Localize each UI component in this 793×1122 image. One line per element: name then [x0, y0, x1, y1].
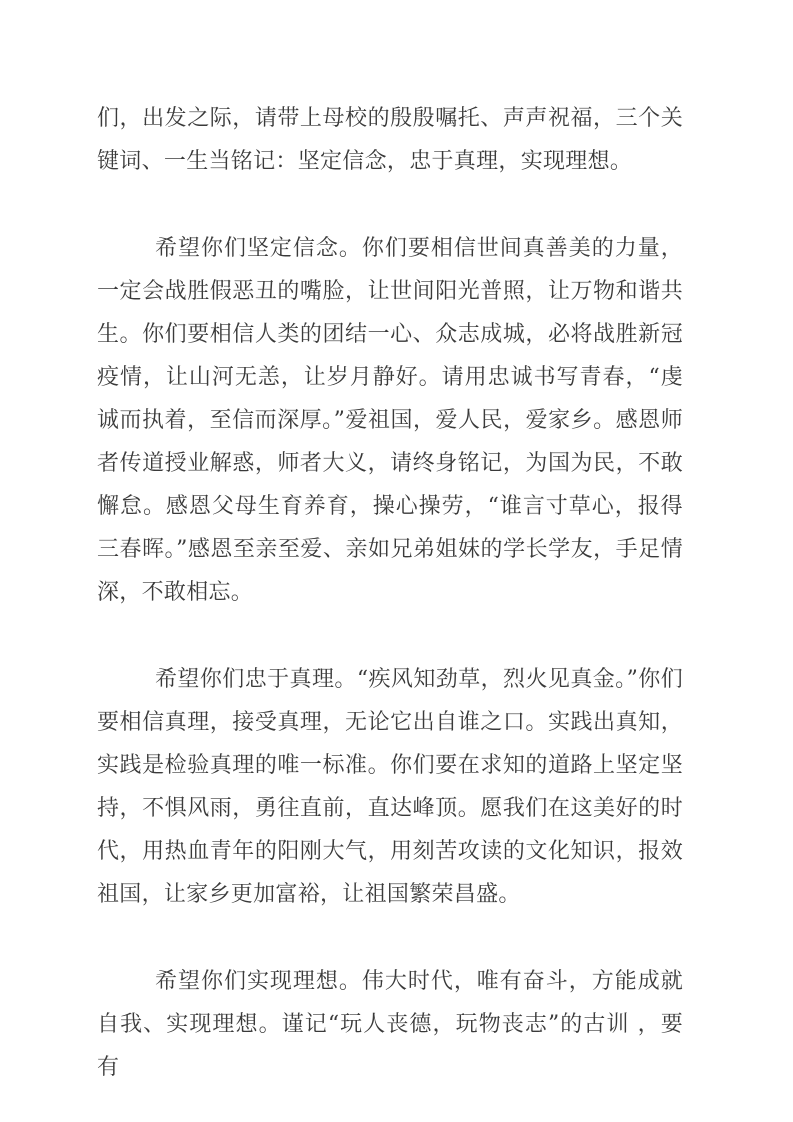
paragraph-2: 希望你们坚定信念。你们要相信世间真善美的力量，一定会战胜假恶丑的嘴脸，让世间阳光普照，让万物和谐共生。你们要相信人类的团结一心、众志成城，必将战胜新冠疫情，让山河无恙，让岁月静好。请用忠诚书写青春，“虔诚而执着，至信而深厚。”爱祖国，爱人民，爱家乡。感恩师者传道授业解惑，师者大义，请终身铭记，为国为民，不敢懈怠。感恩父母生育养育，操心操劳，“谁言寸草心，报得三春晖。”感恩至亲至爱、亲如兄弟姐妹的学长学友，手足情深，不敢相忘。 [97, 236, 683, 605]
paragraph-3: 希望你们忠于真理。“疾风知劲草，烈火见真金。”你们要相信真理，接受真理，无论它出自谁之口。实践出真知，实践是检验真理的唯一标准。你们要在求知的道路上坚定坚持，不惧风雨，勇往直前，直达峰顶。愿我们在这美好的时代，用热血青年的阳刚大气，用刻苦攻读的文化知识，报效祖国，让家乡更加富裕，让祖国繁荣昌盛。 [97, 667, 683, 907]
paragraph-4: 希望你们实现理想。伟大时代，唯有奋斗，方能成就自我、实现理想。谨记“玩人丧德，玩物丧志”的古训 ，要有 [97, 969, 683, 1080]
paragraph-1: 们，出发之际，请带上母校的殷殷嘱托、声声祝福，三个关键词、一生当铭记：坚定信念，忠于真理，实现理想。 [97, 106, 683, 174]
